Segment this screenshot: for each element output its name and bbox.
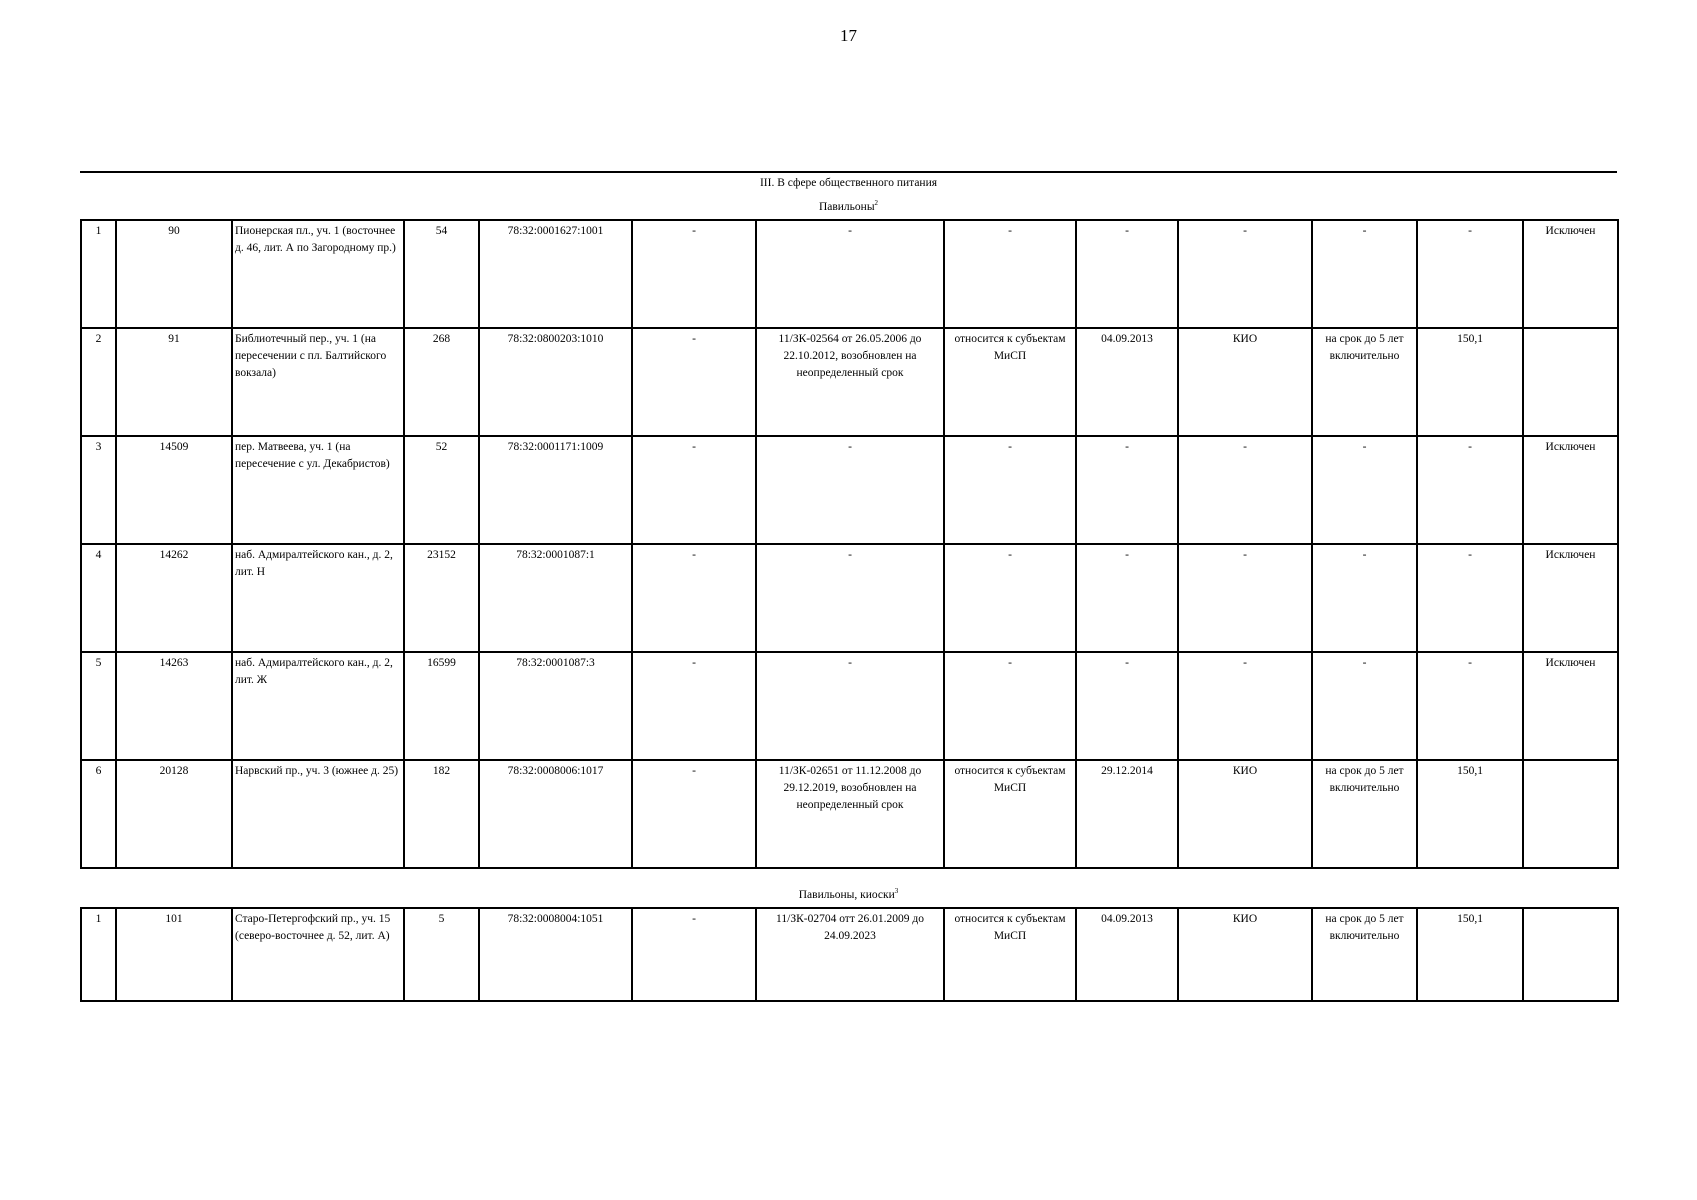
table-row	[81, 760, 1618, 868]
table-row	[81, 436, 1618, 544]
object-id-cell: 101	[116, 908, 232, 1001]
note-cell: Исключен	[1523, 436, 1618, 544]
authority-cell: КИО	[1178, 760, 1312, 868]
table-row	[81, 908, 1618, 1001]
encumbrance-cell: -	[632, 220, 756, 328]
area-cell: 54	[404, 220, 479, 328]
object-id-cell: 14262	[116, 544, 232, 652]
contract-cell: -	[756, 652, 944, 760]
address-cell: Старо-Петергофский пр., уч. 15 (северо-восточнее д. 52, лит. А)	[232, 908, 404, 1001]
rate-cell: 150,1	[1417, 328, 1523, 436]
note-cell	[1523, 908, 1618, 1001]
contract-cell: 11/ЗК-02651 от 11.12.2008 до 29.12.2019, возобновлен на неопределенный срок	[756, 760, 944, 868]
address-cell: Библиотечный пер., уч. 1 (на пересечении с пл. Балтийского вокзала)	[232, 328, 404, 436]
subsection-2-title: Павильоны, киоски	[798, 888, 895, 901]
date-cell: 04.09.2013	[1076, 908, 1178, 1001]
pavilions-kiosks-table	[80, 907, 1619, 1002]
date-cell: 04.09.2013	[1076, 328, 1178, 436]
row-number-cell: 5	[81, 652, 116, 760]
date-cell: -	[1076, 544, 1178, 652]
rate-cell: 150,1	[1417, 760, 1523, 868]
smb-status-cell: -	[944, 544, 1076, 652]
encumbrance-cell: -	[632, 908, 756, 1001]
table-row	[81, 220, 1618, 328]
smb-status-cell: -	[944, 220, 1076, 328]
cadastral-number-cell: 78:32:0800203:1010	[479, 328, 632, 436]
rate-cell: 150,1	[1417, 908, 1523, 1001]
authority-cell: -	[1178, 436, 1312, 544]
encumbrance-cell: -	[632, 544, 756, 652]
contract-cell: 11/ЗК-02564 от 26.05.2006 до 22.10.2012, возобновлен на неопределенный срок	[756, 328, 944, 436]
date-cell: -	[1076, 436, 1178, 544]
subsection-1-caption	[80, 196, 1617, 214]
term-cell: на срок до 5 лет включительно	[1312, 328, 1417, 436]
date-cell: -	[1076, 220, 1178, 328]
smb-status-cell: относится к субъектам МиСП	[944, 908, 1076, 1001]
object-id-cell: 14263	[116, 652, 232, 760]
area-cell: 268	[404, 328, 479, 436]
cadastral-number-cell: 78:32:0001087:1	[479, 544, 632, 652]
term-cell: -	[1312, 220, 1417, 328]
object-id-cell: 20128	[116, 760, 232, 868]
row-number-cell: 2	[81, 328, 116, 436]
contract-cell: 11/ЗК-02704 отт 26.01.2009 до 24.09.2023	[756, 908, 944, 1001]
date-cell: 29.12.2014	[1076, 760, 1178, 868]
object-id-cell: 14509	[116, 436, 232, 544]
footnote-mark: 2	[874, 199, 879, 207]
table-row	[81, 544, 1618, 652]
note-cell: Исключен	[1523, 220, 1618, 328]
encumbrance-cell: -	[632, 760, 756, 868]
cadastral-number-cell: 78:32:0001171:1009	[479, 436, 632, 544]
smb-status-cell: -	[944, 652, 1076, 760]
note-cell	[1523, 760, 1618, 868]
table-row	[81, 652, 1618, 760]
area-cell: 182	[404, 760, 479, 868]
row-number-cell: 6	[81, 760, 116, 868]
term-cell: -	[1312, 436, 1417, 544]
area-cell: 5	[404, 908, 479, 1001]
section-title: III. В сфере общественного питания	[759, 177, 938, 189]
cadastral-number-cell: 78:32:0008004:1051	[479, 908, 632, 1001]
term-cell: -	[1312, 652, 1417, 760]
address-cell: Нарвский пр., уч. 3 (южнее д. 25)	[232, 760, 404, 868]
smb-status-cell: -	[944, 436, 1076, 544]
encumbrance-cell: -	[632, 436, 756, 544]
rate-cell: -	[1417, 544, 1523, 652]
cadastral-number-cell: 78:32:0008006:1017	[479, 760, 632, 868]
page-number: 17	[840, 26, 857, 45]
rate-cell: -	[1417, 652, 1523, 760]
subsection-1-title: Павильоны	[818, 200, 875, 213]
note-cell: Исключен	[1523, 652, 1618, 760]
footnote-mark: 3	[894, 887, 899, 895]
table-row	[81, 328, 1618, 436]
row-number-cell: 1	[81, 908, 116, 1001]
address-cell: наб. Адмиралтейского кан., д. 2, лит. Н	[232, 544, 404, 652]
smb-status-cell: относится к субъектам МиСП	[944, 760, 1076, 868]
authority-cell: -	[1178, 544, 1312, 652]
encumbrance-cell: -	[632, 328, 756, 436]
authority-cell: -	[1178, 220, 1312, 328]
object-id-cell: 90	[116, 220, 232, 328]
contract-cell: -	[756, 436, 944, 544]
area-cell: 52	[404, 436, 479, 544]
pavilions-table	[80, 219, 1619, 869]
rate-cell: -	[1417, 436, 1523, 544]
rate-cell: -	[1417, 220, 1523, 328]
term-cell: на срок до 5 лет включительно	[1312, 760, 1417, 868]
address-cell: пер. Матвеева, уч. 1 (на пересечение с ул. Декабристов)	[232, 436, 404, 544]
cadastral-number-cell: 78:32:0001087:3	[479, 652, 632, 760]
authority-cell: КИО	[1178, 328, 1312, 436]
encumbrance-cell: -	[632, 652, 756, 760]
object-id-cell: 91	[116, 328, 232, 436]
authority-cell: -	[1178, 652, 1312, 760]
subsection-2-caption	[80, 884, 1617, 902]
area-cell: 16599	[404, 652, 479, 760]
authority-cell: КИО	[1178, 908, 1312, 1001]
address-cell: Пионерская пл., уч. 1 (восточнее д. 46, лит. А по Загородному пр.)	[232, 220, 404, 328]
row-number-cell: 1	[81, 220, 116, 328]
term-cell: -	[1312, 544, 1417, 652]
top-rule	[80, 171, 1617, 173]
date-cell: -	[1076, 652, 1178, 760]
address-cell: наб. Адмиралтейского кан., д. 2, лит. Ж	[232, 652, 404, 760]
area-cell: 23152	[404, 544, 479, 652]
contract-cell: -	[756, 544, 944, 652]
note-cell: Исключен	[1523, 544, 1618, 652]
row-number-cell: 3	[81, 436, 116, 544]
contract-cell: -	[756, 220, 944, 328]
term-cell: на срок до 5 лет включительно	[1312, 908, 1417, 1001]
cadastral-number-cell: 78:32:0001627:1001	[479, 220, 632, 328]
row-number-cell: 4	[81, 544, 116, 652]
note-cell	[1523, 328, 1618, 436]
smb-status-cell: относится к субъектам МиСП	[944, 328, 1076, 436]
